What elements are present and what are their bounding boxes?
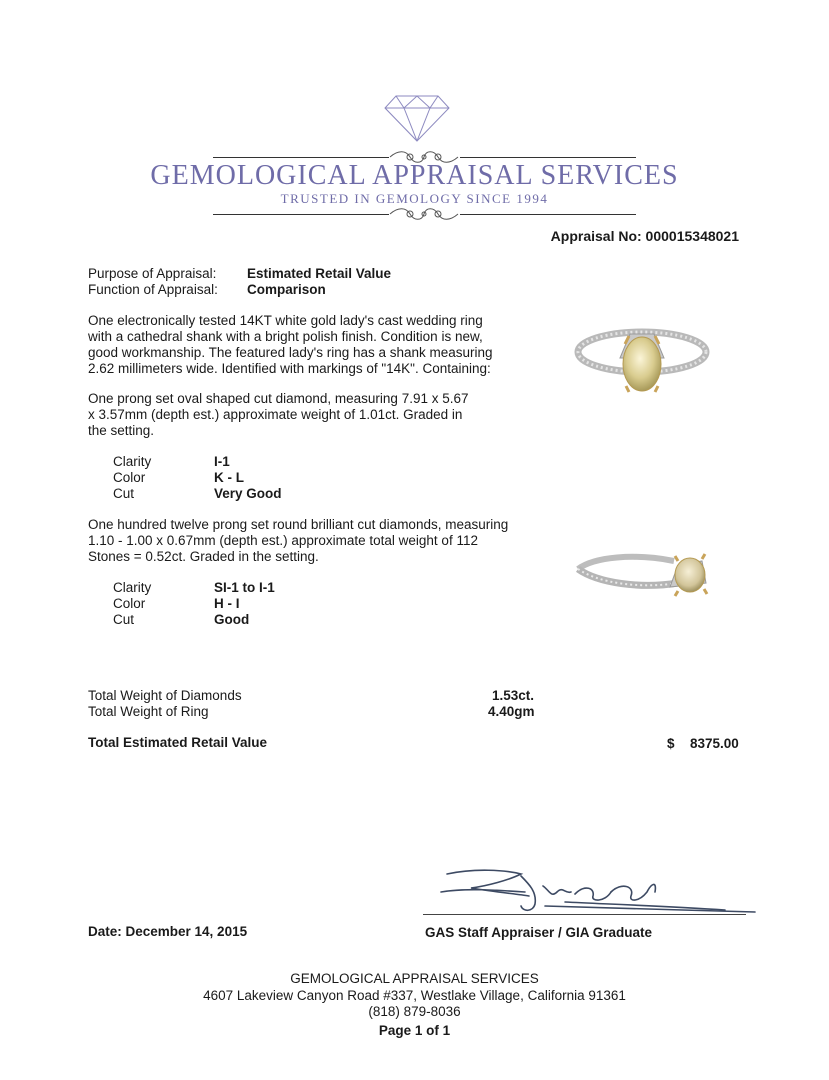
appraiser-title: GAS Staff Appraiser / GIA Graduate (425, 925, 653, 940)
header-rule-bottom-right (460, 214, 636, 215)
side-cut-value: Good (214, 612, 250, 627)
center-color-value: K - L (214, 470, 244, 485)
footer-phone: (818) 879-8036 (368, 1004, 461, 1019)
side-stones-line: One hundred twelve prong set round brilliant cut diamonds, measuring (88, 517, 509, 532)
header-rule-top-left (213, 157, 389, 158)
ring-side-photo (574, 547, 714, 603)
side-cut-label: Cut (113, 612, 135, 627)
total-retail-label: Total Estimated Retail Value (88, 735, 268, 750)
purpose-value: Estimated Retail Value (247, 266, 392, 281)
description-line: One electronically tested 14KT white gold lady's cast wedding ring (88, 313, 483, 328)
company-name: GEMOLOGICAL APPRAISAL SERVICES (150, 160, 679, 191)
ring-front-photo (572, 318, 712, 402)
ring-description (88, 313, 518, 377)
side-clarity-value: SI-1 to I-1 (214, 580, 275, 595)
center-clarity-label: Clarity (113, 454, 152, 469)
center-cut-value: Very Good (214, 486, 282, 501)
side-stones-line: Stones = 0.52ct. Graded in the setting. (88, 549, 319, 564)
appraisal-number: Appraisal No: 000015348021 (550, 228, 739, 244)
header-rule-bottom-left (213, 214, 389, 215)
center-stone-description (88, 391, 518, 439)
signature-line (423, 914, 746, 915)
description-line: with a cathedral shank with a bright polish finish. Condition is new, (88, 329, 483, 344)
side-color-label: Color (113, 596, 146, 611)
header-rule-top-right (460, 157, 636, 158)
total-diamonds-value: 1.53ct. (492, 688, 535, 703)
description-line: good workmanship. The featured lady's ring has a shank measuring (88, 345, 493, 360)
side-stones-description (88, 517, 518, 565)
ornament-bottom-icon (388, 205, 460, 223)
side-color-value: H - I (214, 596, 240, 611)
side-stones-line: 1.10 - 1.00 x 0.67mm (depth est.) approximate total weight of 112 (88, 533, 478, 548)
center-cut-label: Cut (113, 486, 135, 501)
diamond-logo-icon (384, 94, 450, 142)
center-stone-line: x 3.57mm (depth est.) approximate weight of 1.01ct. Graded in (88, 407, 463, 422)
footer-company: GEMOLOGICAL APPRAISAL SERVICES (290, 971, 539, 986)
purpose-label: Purpose of Appraisal: (88, 266, 217, 281)
page-number: Page 1 of 1 (378, 1023, 451, 1038)
description-line: 2.62 millimeters wide. Identified with markings of "14K". Containing: (88, 361, 491, 376)
footer-address: 4607 Lakeview Canyon Road #337, Westlake Village, California 91361 (203, 988, 626, 1003)
side-clarity-label: Clarity (113, 580, 152, 595)
company-tagline: TRUSTED IN GEMOLOGY SINCE 1994 (280, 191, 549, 206)
center-stone-line: the setting. (88, 423, 155, 438)
function-label: Function of Appraisal: (88, 282, 218, 297)
function-value: Comparison (247, 282, 326, 297)
center-stone-line: One prong set oval shaped cut diamond, measuring 7.91 x 5.67 (88, 391, 469, 406)
total-ring-value: 4.40gm (488, 704, 535, 719)
center-clarity-value: I-1 (214, 454, 230, 469)
appraisal-date: Date: December 14, 2015 (88, 924, 248, 939)
currency-symbol: $ (667, 736, 675, 751)
total-ring-label: Total Weight of Ring (88, 704, 209, 719)
center-color-label: Color (113, 470, 146, 485)
signature-image (425, 862, 765, 922)
total-diamonds-label: Total Weight of Diamonds (88, 688, 242, 703)
total-retail-value: 8375.00 (690, 736, 739, 751)
